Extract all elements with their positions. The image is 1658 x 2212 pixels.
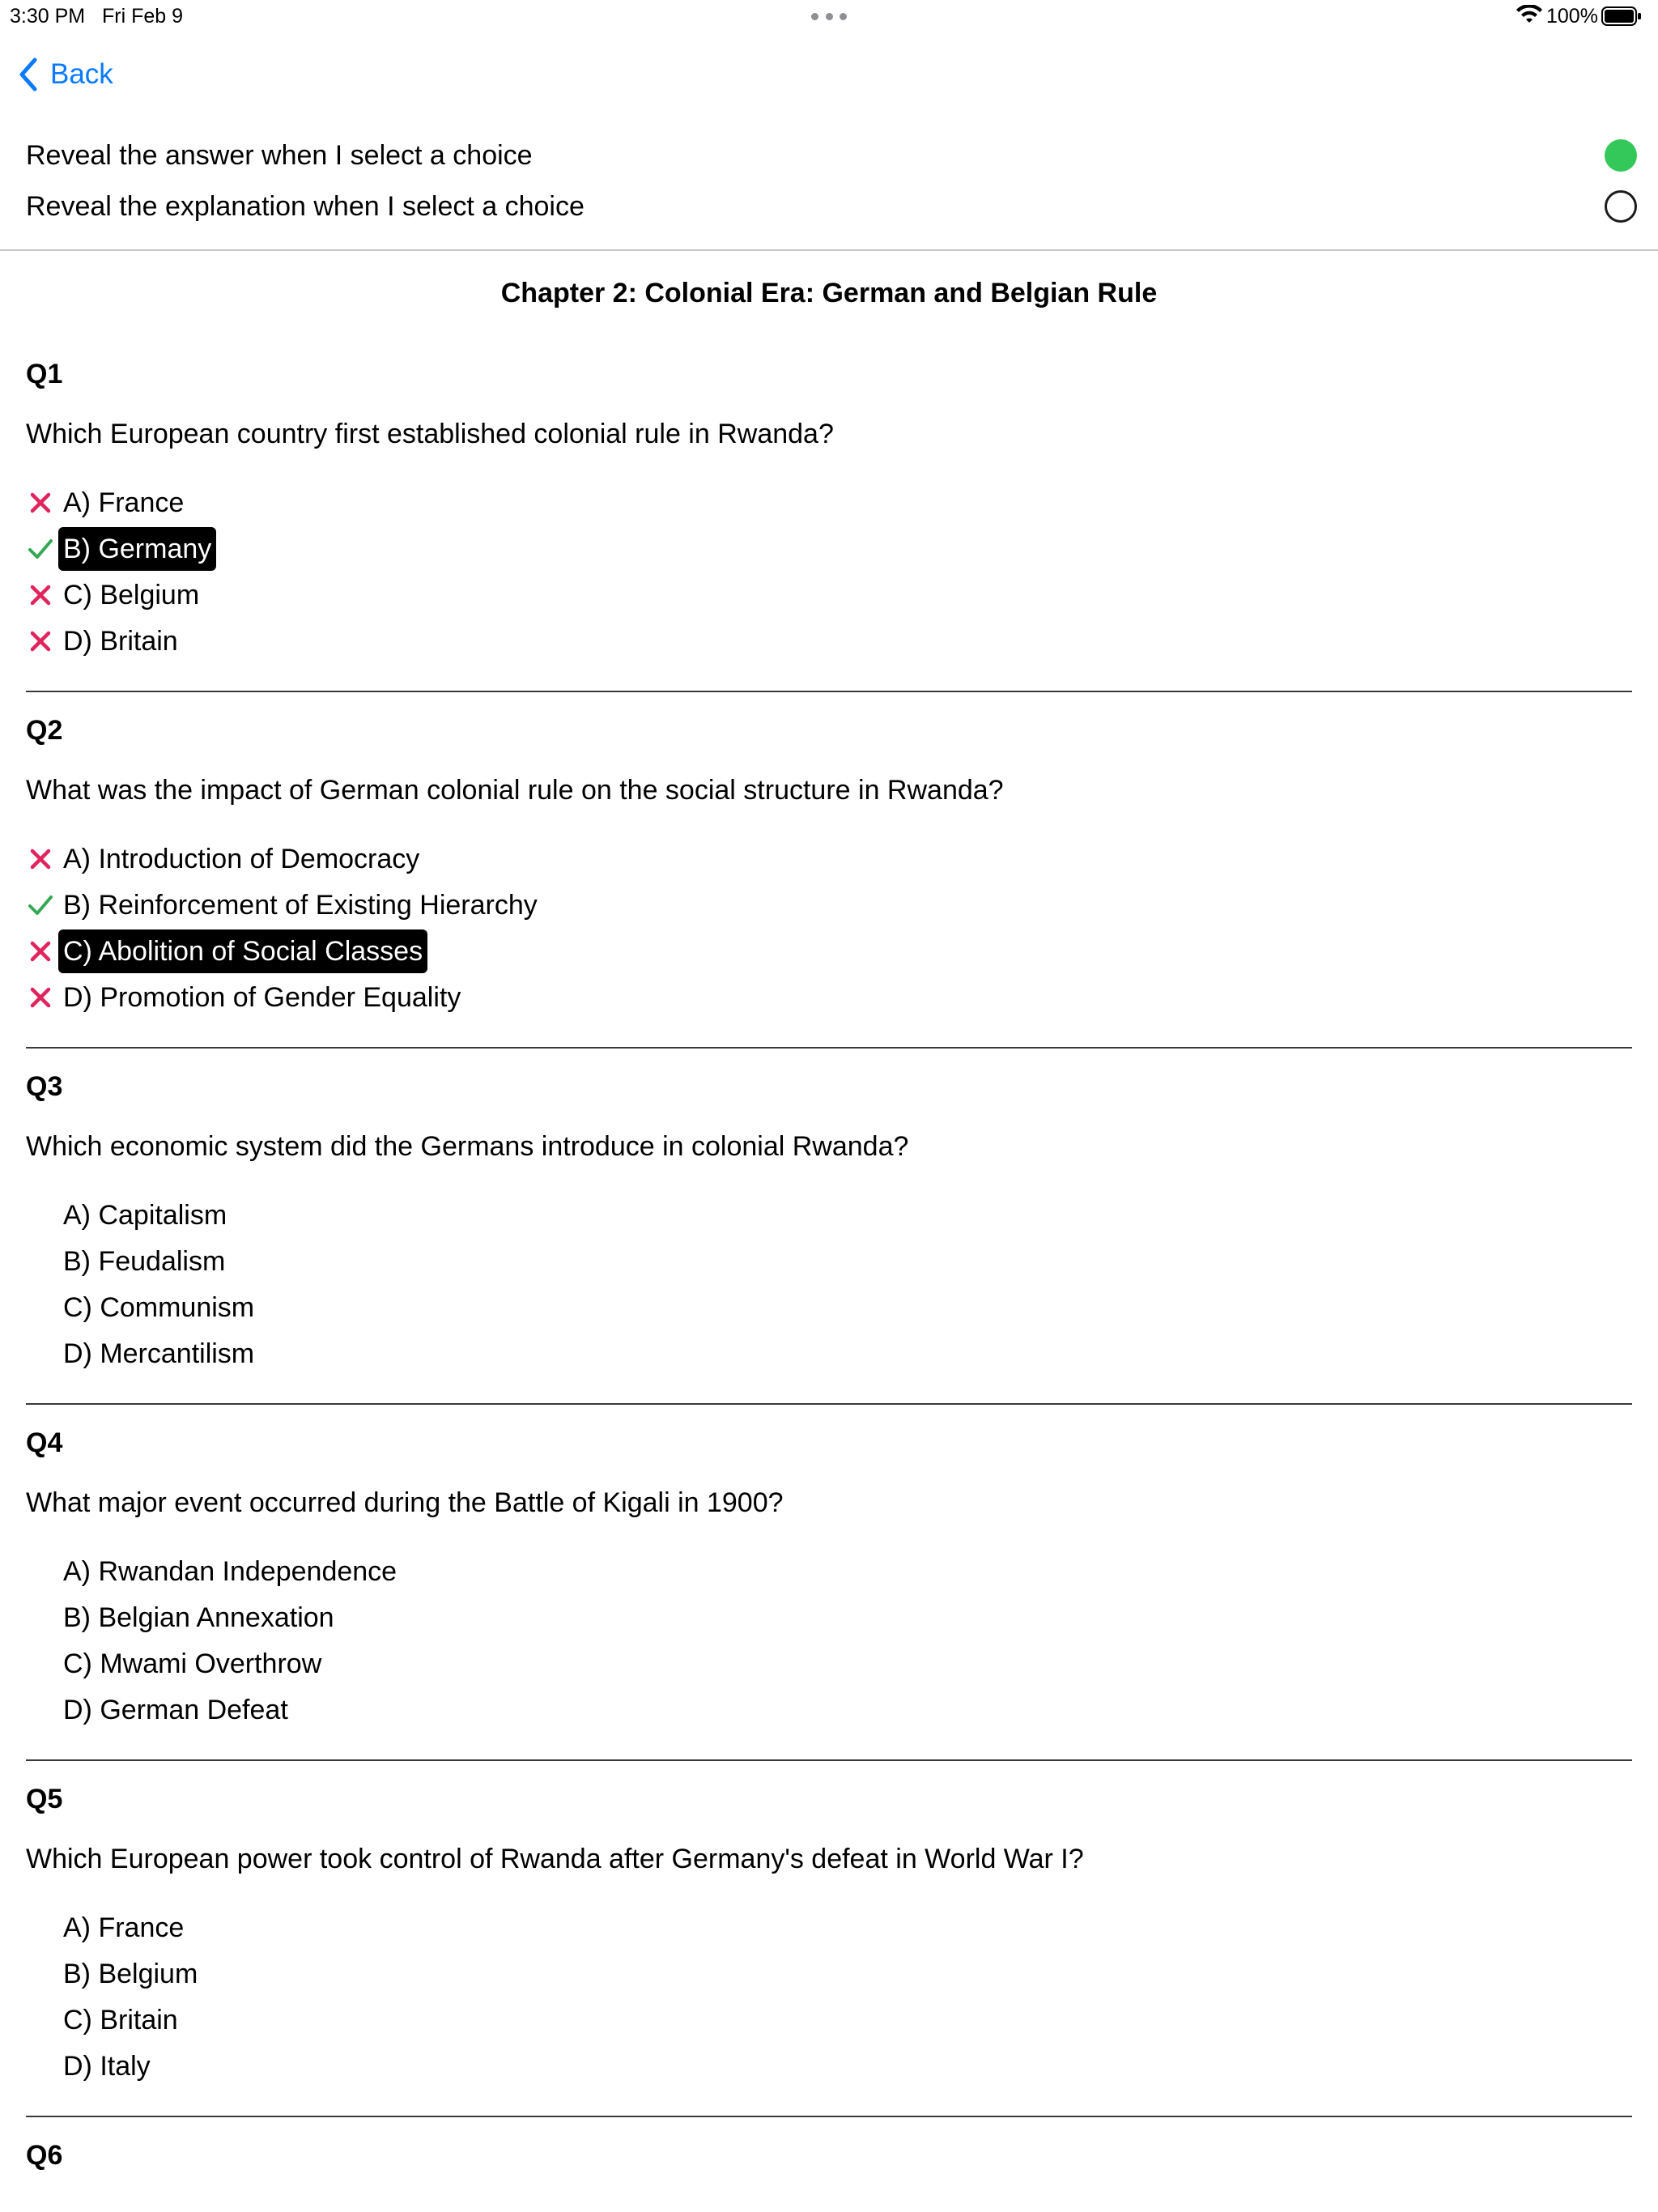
answer-choice-label: D) German Defeat (63, 1695, 288, 1725)
answer-choice-label: A) Capitalism (63, 1200, 227, 1231)
answer-choice[interactable] (26, 883, 542, 928)
answer-choice-label: C) Communism (63, 1292, 255, 1323)
question-divider (26, 691, 1632, 692)
question-number: Q1 (26, 359, 63, 389)
question-divider (26, 2116, 1632, 2117)
answer-choice[interactable] (26, 1193, 232, 1238)
choice-mark-placeholder (26, 1695, 55, 1725)
chapter-title: Chapter 2: Colonial Era: German and Belgian Rule (500, 278, 1158, 308)
cross-icon (26, 844, 55, 874)
status-date: Fri Feb 9 (102, 5, 184, 28)
checkmark-icon (26, 891, 55, 920)
choice-mark-placeholder (26, 1293, 55, 1322)
answer-choice[interactable] (26, 572, 204, 618)
answer-choice-label: D) Italy (63, 2051, 151, 2082)
answer-choice[interactable] (26, 526, 216, 572)
choice-mark-placeholder (26, 2006, 55, 2035)
answer-choice-label: B) Feudalism (63, 1246, 226, 1277)
choice-mark-placeholder (26, 1339, 55, 1368)
answer-choice[interactable] (26, 1951, 202, 1997)
status-bar (0, 0, 1658, 32)
back-label: Back (50, 58, 113, 90)
question-text: Which economic system did the Germans introduce in colonial Rwanda? (26, 1131, 909, 1162)
answer-choice[interactable] (26, 1997, 183, 2043)
setting-reveal-answer[interactable] (26, 134, 1637, 177)
answer-choice-label: A) Introduction of Democracy (63, 844, 420, 874)
answer-choice-label: C) Mwami Overthrow (63, 1648, 322, 1679)
cross-icon (26, 937, 55, 966)
setting-reveal-answer-label: Reveal the answer when I select a choice (26, 140, 533, 171)
multitasking-dots-icon[interactable] (811, 13, 847, 21)
battery-icon (1601, 6, 1642, 26)
question-text: What major event occurred during the Battle of Kigali in 1900? (26, 1487, 784, 1518)
question-divider (26, 1403, 1632, 1405)
question-number: Q3 (26, 1071, 63, 1102)
answer-choice[interactable] (26, 619, 183, 664)
answer-choice-label: D) Britain (63, 626, 178, 657)
question-text: Which European country first established colonial rule in Rwanda? (26, 419, 834, 449)
answer-choice[interactable] (26, 1285, 259, 1330)
question-number: Q5 (26, 1784, 63, 1814)
answer-choice[interactable] (26, 836, 424, 882)
setting-reveal-explanation-label: Reveal the explanation when I select a choice (26, 191, 585, 222)
choice-mark-placeholder (26, 1649, 55, 1678)
answer-choice-label: A) France (63, 487, 185, 518)
answer-choice-label: C) Abolition of Social Classes (58, 929, 427, 973)
checkmark-icon (26, 534, 55, 564)
answer-choice-label: B) Germany (58, 527, 216, 571)
choice-mark-placeholder (26, 2052, 55, 2081)
wifi-icon (1516, 5, 1543, 26)
header-divider (0, 249, 1658, 251)
answer-choice-label: B) Reinforcement of Existing Hierarchy (63, 890, 538, 921)
answer-choice[interactable] (26, 480, 189, 525)
reveal-answer-toggle[interactable] (1605, 139, 1637, 172)
question-number: Q6 (26, 2140, 63, 2171)
answer-choice-label: D) Mercantilism (63, 1338, 255, 1369)
answer-choice[interactable] (26, 1595, 339, 1640)
answer-choice[interactable] (26, 1549, 402, 1594)
answer-choice[interactable] (26, 1641, 326, 1687)
cross-icon (26, 627, 55, 656)
choice-mark-placeholder (26, 1557, 55, 1586)
answer-choice[interactable] (26, 975, 466, 1020)
answer-choice-label: D) Promotion of Gender Equality (63, 982, 461, 1013)
answer-choice-label: B) Belgian Annexation (63, 1602, 334, 1633)
answer-choice[interactable] (26, 929, 427, 974)
answer-choice-label: A) France (63, 1912, 185, 1943)
cross-icon (26, 581, 55, 610)
battery-percentage: 100% (1546, 5, 1598, 28)
answer-choice[interactable] (26, 1687, 293, 1733)
choice-mark-placeholder (26, 1913, 55, 1942)
reveal-explanation-toggle[interactable] (1605, 190, 1637, 223)
answer-choice[interactable] (26, 2044, 155, 2089)
answer-choice[interactable] (26, 1905, 189, 1950)
chevron-left-icon (18, 57, 39, 91)
choice-mark-placeholder (26, 1201, 55, 1230)
answer-choice-label: B) Belgium (63, 1959, 198, 1989)
back-button[interactable] (18, 53, 113, 96)
answer-choice-label: C) Britain (63, 2005, 178, 2035)
choice-mark-placeholder (26, 1247, 55, 1276)
answer-choice[interactable] (26, 1239, 230, 1284)
question-text: What was the impact of German colonial rule on the social structure in Rwanda? (26, 775, 1004, 806)
answer-choice-label: A) Rwandan Independence (63, 1556, 397, 1587)
setting-reveal-explanation[interactable] (26, 185, 1637, 228)
cross-icon (26, 488, 55, 517)
question-divider (26, 1759, 1632, 1761)
question-text: Which European power took control of Rwanda after Germany's defeat in World War I? (26, 1844, 1084, 1874)
answer-choice[interactable] (26, 1331, 259, 1376)
question-number: Q2 (26, 715, 63, 746)
question-divider (26, 1047, 1632, 1049)
cross-icon (26, 983, 55, 1012)
answer-choice-label: C) Belgium (63, 580, 200, 610)
choice-mark-placeholder (26, 1959, 55, 1989)
status-time: 3:30 PM (10, 5, 86, 28)
question-number: Q4 (26, 1427, 63, 1458)
choice-mark-placeholder (26, 1603, 55, 1632)
